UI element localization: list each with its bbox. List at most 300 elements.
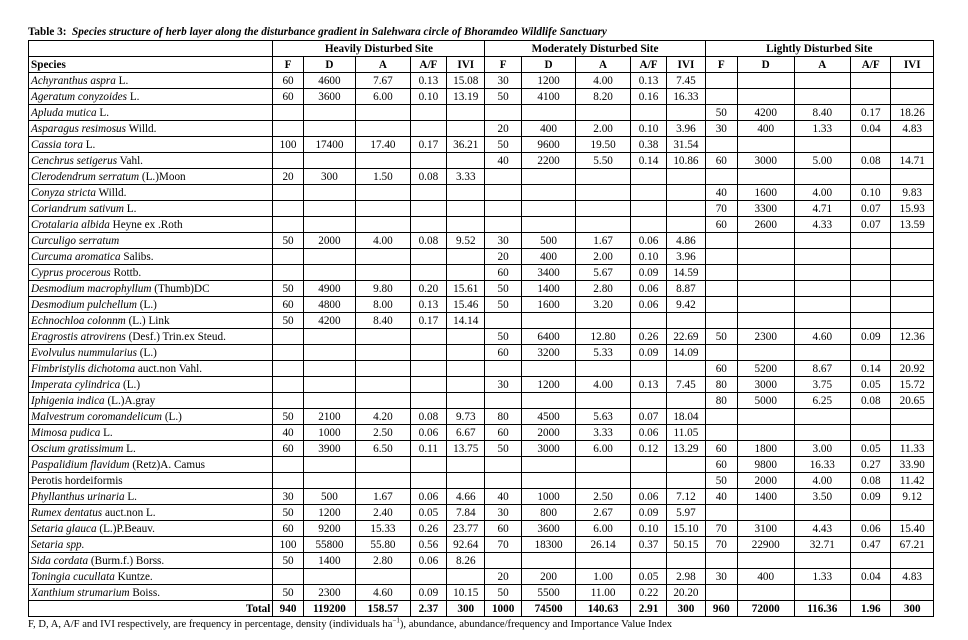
table-body [29, 73, 934, 617]
value-cell: 2.98 [667, 569, 705, 585]
species-authority: (Desf.) Trin.ex Steud. [125, 330, 226, 343]
species-cell [29, 89, 273, 105]
species-cell [29, 185, 273, 201]
value-cell: 0.06 [410, 425, 446, 441]
value-cell: 0.26 [630, 329, 666, 345]
value-cell: 22900 [737, 537, 794, 553]
footnote-superscript: −1 [392, 616, 400, 625]
value-cell [273, 185, 303, 201]
value-cell: 5.50 [576, 153, 631, 169]
value-cell: 0.08 [851, 393, 891, 409]
value-cell: 8.40 [356, 313, 411, 329]
species-name: Apluda mutica [31, 106, 97, 119]
value-cell: 0.06 [410, 489, 446, 505]
value-cell [851, 313, 891, 329]
value-cell [485, 393, 521, 409]
value-cell: 0.13 [630, 73, 666, 89]
value-cell: 50 [273, 585, 303, 601]
value-cell: 1200 [303, 505, 356, 521]
value-cell: 2.00 [576, 121, 631, 137]
species-name: Ageratum conyzoides [31, 90, 128, 103]
total-value-cell: 300 [891, 601, 934, 617]
value-cell: 1200 [521, 73, 576, 89]
value-cell [794, 137, 851, 153]
value-cell: 4.71 [794, 201, 851, 217]
total-value-cell: 119200 [303, 601, 356, 617]
value-cell: 30 [485, 233, 521, 249]
value-cell [794, 297, 851, 313]
value-cell [891, 169, 934, 185]
value-cell: 5.33 [576, 345, 631, 361]
total-value-cell: 300 [667, 601, 705, 617]
value-cell: 0.08 [851, 473, 891, 489]
table-row [29, 505, 934, 521]
value-cell [891, 313, 934, 329]
value-cell: 15.40 [891, 521, 934, 537]
value-cell [630, 185, 666, 201]
value-cell [576, 217, 631, 233]
footnote-text-end: ), abundance, abundance/frequency and Importance Value Index [399, 619, 673, 630]
value-cell [303, 153, 356, 169]
value-cell [705, 505, 737, 521]
value-cell [356, 153, 411, 169]
value-cell [576, 201, 631, 217]
value-cell [410, 345, 446, 361]
value-cell: 11.00 [576, 585, 631, 601]
value-cell: 2300 [303, 585, 356, 601]
value-cell [576, 169, 631, 185]
value-cell: 100 [273, 537, 303, 553]
value-cell [794, 505, 851, 521]
value-cell: 9600 [521, 137, 576, 153]
value-cell: 5200 [737, 361, 794, 377]
value-cell: 4.60 [794, 329, 851, 345]
table-row [29, 121, 934, 137]
value-cell [356, 569, 411, 585]
value-cell: 0.05 [851, 441, 891, 457]
value-cell [303, 217, 356, 233]
species-authority: Boiss. [129, 586, 160, 599]
value-cell [447, 185, 485, 201]
document [28, 26, 934, 631]
value-cell [705, 249, 737, 265]
value-cell: 4.00 [576, 73, 631, 89]
value-cell [630, 553, 666, 569]
value-cell: 3.00 [794, 441, 851, 457]
value-cell: 20 [273, 169, 303, 185]
value-cell: 0.10 [851, 185, 891, 201]
value-cell [273, 361, 303, 377]
value-cell: 2.50 [576, 489, 631, 505]
value-cell [891, 505, 934, 521]
value-cell: 70 [705, 537, 737, 553]
value-cell: 500 [303, 489, 356, 505]
value-cell [356, 361, 411, 377]
species-authority: (Thumb)DC [151, 282, 210, 295]
value-cell: 1000 [521, 489, 576, 505]
value-cell: 14.59 [667, 265, 705, 281]
species-cell [29, 233, 273, 249]
value-cell: 0.06 [851, 521, 891, 537]
value-cell [485, 313, 521, 329]
value-cell [794, 265, 851, 281]
species-cell [29, 105, 273, 121]
value-cell: 60 [273, 73, 303, 89]
value-cell: 4.33 [794, 217, 851, 233]
species-header: Species [29, 57, 273, 73]
value-cell [447, 329, 485, 345]
value-cell [303, 377, 356, 393]
value-cell [667, 185, 705, 201]
value-cell [356, 473, 411, 489]
table-caption [28, 26, 934, 40]
value-cell [667, 553, 705, 569]
species-authority: (L.) [136, 346, 157, 359]
value-cell: 2000 [303, 233, 356, 249]
value-cell [891, 73, 934, 89]
value-cell: 0.56 [410, 537, 446, 553]
value-cell: 2100 [303, 409, 356, 425]
value-cell [303, 329, 356, 345]
value-cell [851, 425, 891, 441]
species-cell [29, 569, 273, 585]
value-cell: 0.04 [851, 569, 891, 585]
value-cell: 0.20 [410, 281, 446, 297]
value-cell [273, 457, 303, 473]
value-cell: 8.67 [794, 361, 851, 377]
value-cell [447, 217, 485, 233]
table-row [29, 441, 934, 457]
value-cell: 3.75 [794, 377, 851, 393]
species-name: Phyllanthus urinaria [31, 490, 125, 503]
value-cell: 50 [273, 553, 303, 569]
value-cell: 40 [485, 153, 521, 169]
value-cell: 26.14 [576, 537, 631, 553]
value-cell [356, 393, 411, 409]
value-cell: 12.36 [891, 329, 934, 345]
value-cell [851, 297, 891, 313]
value-cell: 4.00 [794, 185, 851, 201]
species-authority: auct.non Vahl. [135, 362, 203, 375]
value-cell [851, 281, 891, 297]
value-cell: 11.33 [891, 441, 934, 457]
column-header-a-f: A/F [410, 57, 446, 73]
value-cell: 3000 [737, 153, 794, 169]
value-cell: 0.07 [851, 201, 891, 217]
value-cell: 6.67 [447, 425, 485, 441]
value-cell: 3.20 [576, 297, 631, 313]
value-cell [410, 249, 446, 265]
value-cell [891, 89, 934, 105]
value-cell: 50 [705, 105, 737, 121]
column-header-ivi: IVI [891, 57, 934, 73]
value-cell [630, 457, 666, 473]
value-cell [273, 393, 303, 409]
value-cell: 4800 [303, 297, 356, 313]
species-cell [29, 217, 273, 233]
value-cell: 1600 [737, 185, 794, 201]
value-cell [630, 393, 666, 409]
value-cell [485, 201, 521, 217]
value-cell: 0.13 [410, 73, 446, 89]
value-cell: 4.43 [794, 521, 851, 537]
value-cell: 11.05 [667, 425, 705, 441]
species-name: Malvestrum coromandelicum [31, 410, 163, 423]
value-cell [273, 105, 303, 121]
value-cell: 4600 [303, 73, 356, 89]
value-cell [521, 553, 576, 569]
value-cell: 3400 [521, 265, 576, 281]
value-cell: 0.05 [410, 505, 446, 521]
table-row [29, 249, 934, 265]
species-cell [29, 361, 273, 377]
value-cell [794, 345, 851, 361]
table-row [29, 105, 934, 121]
species-authority: (L.) [136, 298, 157, 311]
value-cell: 12.80 [576, 329, 631, 345]
species-name: Cyprus procerous [31, 266, 111, 279]
value-cell: 30 [485, 73, 521, 89]
table-row [29, 393, 934, 409]
value-cell [356, 185, 411, 201]
species-authority: Willd. [95, 186, 127, 199]
value-cell: 8.40 [794, 105, 851, 121]
column-header-a-f: A/F [851, 57, 891, 73]
total-label: Total [29, 601, 273, 617]
value-cell [705, 137, 737, 153]
table-row [29, 377, 934, 393]
value-cell [485, 105, 521, 121]
table-row [29, 521, 934, 537]
value-cell: 0.06 [630, 233, 666, 249]
value-cell: 50 [485, 297, 521, 313]
species-authority: Willd. [126, 122, 157, 135]
value-cell [447, 265, 485, 281]
species-cell [29, 537, 273, 553]
value-cell [273, 121, 303, 137]
value-cell: 2.50 [356, 425, 411, 441]
value-cell: 55.80 [356, 537, 411, 553]
species-name: Mimosa pudica [31, 426, 101, 439]
value-cell: 6.50 [356, 441, 411, 457]
value-cell [576, 457, 631, 473]
value-cell: 400 [521, 121, 576, 137]
value-cell: 9.83 [891, 185, 934, 201]
value-cell: 70 [485, 537, 521, 553]
value-cell: 60 [485, 345, 521, 361]
value-cell [794, 73, 851, 89]
value-cell: 16.33 [667, 89, 705, 105]
value-cell: 6400 [521, 329, 576, 345]
table-row [29, 473, 934, 489]
table-row [29, 537, 934, 553]
value-cell [737, 249, 794, 265]
value-cell [410, 153, 446, 169]
value-cell: 3.33 [447, 169, 485, 185]
value-cell [737, 137, 794, 153]
value-cell [410, 265, 446, 281]
table-row [29, 265, 934, 281]
table-row [29, 185, 934, 201]
lightly-disturbed-header: Lightly Disturbed Site [705, 41, 933, 57]
value-cell: 0.10 [630, 521, 666, 537]
value-cell [737, 313, 794, 329]
value-cell: 8.87 [667, 281, 705, 297]
value-cell [273, 153, 303, 169]
table-row [29, 345, 934, 361]
value-cell [851, 505, 891, 521]
value-cell [521, 313, 576, 329]
species-name: Sida cordata [31, 554, 89, 567]
value-cell [447, 377, 485, 393]
value-cell [447, 249, 485, 265]
value-cell [737, 89, 794, 105]
value-cell: 0.08 [410, 409, 446, 425]
total-value-cell: 116.36 [794, 601, 851, 617]
value-cell: 1.67 [356, 489, 411, 505]
value-cell [356, 249, 411, 265]
value-cell: 3600 [303, 89, 356, 105]
value-cell: 1.67 [576, 233, 631, 249]
value-cell [891, 249, 934, 265]
table-row [29, 329, 934, 345]
species-cell [29, 521, 273, 537]
value-cell: 50 [273, 313, 303, 329]
value-cell [576, 553, 631, 569]
table-row [29, 281, 934, 297]
value-cell: 400 [737, 569, 794, 585]
species-authority: L. [127, 90, 140, 103]
value-cell: 50 [705, 329, 737, 345]
value-cell [410, 201, 446, 217]
value-cell: 13.75 [447, 441, 485, 457]
species-cell [29, 473, 273, 489]
value-cell: 50 [273, 233, 303, 249]
value-cell: 60 [705, 361, 737, 377]
value-cell [273, 345, 303, 361]
value-cell [851, 89, 891, 105]
species-name: Toningia cucullata [31, 570, 115, 583]
value-cell: 18.26 [891, 105, 934, 121]
species-name: Paspalidium flavidum [31, 458, 130, 471]
value-cell: 16.33 [794, 457, 851, 473]
value-cell: 50 [485, 137, 521, 153]
value-cell [705, 553, 737, 569]
value-cell: 20 [485, 249, 521, 265]
species-name: Conyza stricta [31, 186, 96, 199]
total-value-cell: 300 [447, 601, 485, 617]
value-cell [667, 169, 705, 185]
value-cell: 50 [485, 441, 521, 457]
species-cell [29, 425, 273, 441]
value-cell: 50.15 [667, 537, 705, 553]
heavily-disturbed-header: Heavily Disturbed Site [273, 41, 485, 57]
species-authority: (L.)Moon [139, 170, 186, 183]
value-cell: 1.33 [794, 569, 851, 585]
table-row [29, 553, 934, 569]
species-cell [29, 169, 273, 185]
species-cell [29, 153, 273, 169]
species-name: Desmodium pulchellum [31, 298, 137, 311]
value-cell [705, 409, 737, 425]
value-cell [851, 345, 891, 361]
value-cell: 4500 [521, 409, 576, 425]
value-cell [630, 201, 666, 217]
value-cell [356, 457, 411, 473]
species-cell [29, 457, 273, 473]
value-cell [410, 361, 446, 377]
value-cell: 5500 [521, 585, 576, 601]
value-cell [737, 345, 794, 361]
value-cell: 2000 [521, 425, 576, 441]
value-cell [521, 473, 576, 489]
value-cell: 0.38 [630, 137, 666, 153]
value-cell [851, 73, 891, 89]
value-cell [303, 121, 356, 137]
value-cell [794, 281, 851, 297]
value-cell: 0.07 [851, 217, 891, 233]
value-cell [705, 585, 737, 601]
value-cell: 7.45 [667, 377, 705, 393]
value-cell [410, 457, 446, 473]
value-cell [891, 265, 934, 281]
value-cell [576, 185, 631, 201]
species-cell [29, 313, 273, 329]
species-cell [29, 297, 273, 313]
column-header-a: A [356, 57, 411, 73]
value-cell [794, 313, 851, 329]
value-cell: 17400 [303, 137, 356, 153]
column-header-a-f: A/F [630, 57, 666, 73]
value-cell [794, 409, 851, 425]
table-row [29, 233, 934, 249]
value-cell: 2200 [521, 153, 576, 169]
value-cell: 14.14 [447, 313, 485, 329]
species-name: Eragrostis atrovirens [31, 330, 126, 343]
value-cell: 3.96 [667, 249, 705, 265]
species-authority: Salibs. [120, 250, 154, 263]
value-cell: 14.09 [667, 345, 705, 361]
column-header-f: F [273, 57, 303, 73]
value-cell [410, 217, 446, 233]
value-cell [851, 585, 891, 601]
species-authority: Kuntze. [114, 570, 153, 583]
value-cell [891, 297, 934, 313]
value-cell: 0.12 [630, 441, 666, 457]
species-cell [29, 329, 273, 345]
value-cell: 4.60 [356, 585, 411, 601]
table-row [29, 361, 934, 377]
value-cell: 0.09 [630, 505, 666, 521]
value-cell: 3100 [737, 521, 794, 537]
value-cell: 30 [705, 121, 737, 137]
value-cell: 4.00 [794, 473, 851, 489]
value-cell: 0.13 [410, 297, 446, 313]
value-cell [356, 329, 411, 345]
table-row [29, 217, 934, 233]
value-cell: 1400 [521, 281, 576, 297]
value-cell: 0.06 [630, 281, 666, 297]
value-cell: 0.26 [410, 521, 446, 537]
value-cell: 100 [273, 137, 303, 153]
value-cell [485, 361, 521, 377]
value-cell: 1.33 [794, 121, 851, 137]
value-cell [303, 393, 356, 409]
value-cell: 0.09 [410, 585, 446, 601]
species-cell [29, 281, 273, 297]
species-cell [29, 441, 273, 457]
value-cell: 3.50 [794, 489, 851, 505]
